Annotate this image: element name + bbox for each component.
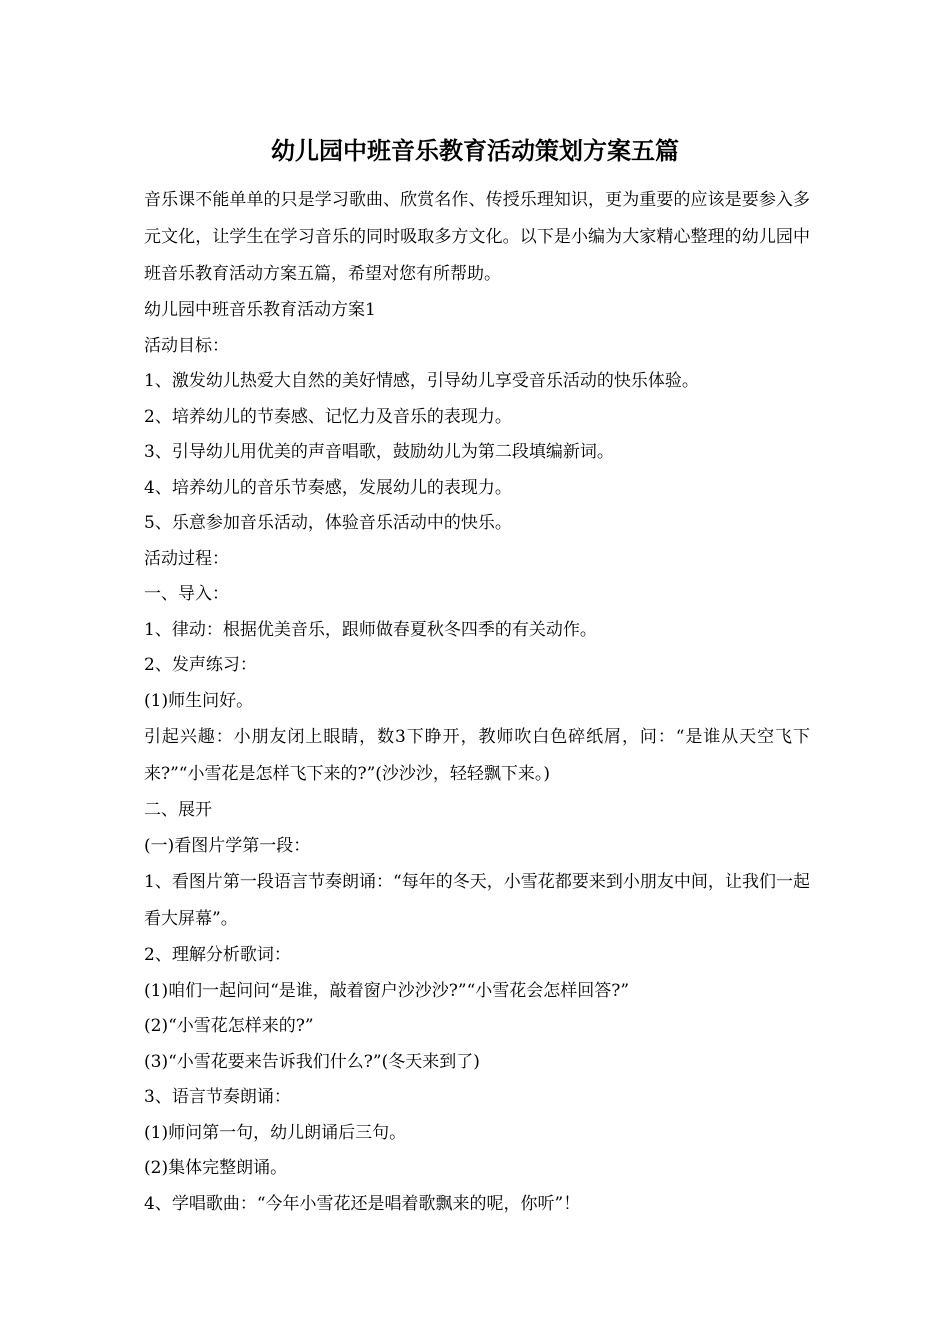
- paragraph: 2、理解分析歌词：: [144, 945, 291, 965]
- document-title: 幼儿园中班音乐教育活动策划方案五篇: [271, 136, 679, 165]
- paragraph: (1)咱们一起问问“是谁，敲着窗户沙沙沙?”“小雪花会怎样回答?”: [144, 980, 630, 1001]
- paragraph: 3、引导幼儿用优美的声音唱歌，鼓励幼儿为第二段填编新词。: [144, 442, 614, 462]
- paragraph: 4、学唱歌曲：“今年小雪花还是唱着歌飘来的呢，你听”！: [144, 1193, 581, 1214]
- paragraph: (3)“小雪花要来告诉我们什么?”(冬天来到了): [144, 1051, 480, 1072]
- paragraph: 1、激发幼儿热爱大自然的美好情感，引导幼儿享受音乐活动的快乐体验。: [144, 371, 699, 391]
- paragraph: (2)“小雪花怎样来的?”: [144, 1016, 314, 1036]
- paragraph: 1、律动：根据优美音乐，跟师做春夏秋冬四季的有关动作。: [144, 619, 597, 640]
- intro-paragraph: 音乐课不能单单的只是学习歌曲、欣赏名作、传授乐理知识，更为重要的应该是要参入多元文化，让学生在学习音乐的同时吸取多方文化。以下是小编为大家精心整理的幼儿园中班音乐教育活动方案五篇，希望对您有所帮助。: [144, 190, 810, 284]
- paragraph: 一、导入：: [144, 584, 229, 604]
- paragraph: 4、培养幼儿的音乐节奏感，发展幼儿的表现力。: [144, 477, 512, 498]
- paragraph: (1)师问第一句，幼儿朗诵后三句。: [144, 1122, 407, 1143]
- paragraph: 2、培养幼儿的节奏感、记忆力及音乐的表现力。: [144, 406, 512, 427]
- paragraph: 1、看图片第一段语言节奏朗诵：“每年的冬天，小雪花都要来到小朋友中间，让我们一起看大屏幕”。: [144, 872, 810, 929]
- section-heading: 幼儿园中班音乐教育活动方案1: [144, 300, 376, 320]
- paragraph: 引起兴趣：小朋友闭上眼睛，数3下睁开，教师吹白色碎纸屑，问：“是谁从天空飞下来?”“小雪花是怎样飞下来的?”(沙沙沙，轻轻飘下来。): [144, 727, 810, 784]
- document-body: [144, 182, 810, 1222]
- paragraph: (2)集体完整朗诵。: [144, 1158, 288, 1178]
- paragraph: 二、展开: [144, 800, 212, 820]
- paragraph: (一)看图片学第一段：: [144, 835, 311, 856]
- paragraph: (1)师生问好。: [144, 690, 254, 711]
- paragraph: 3、语言节奏朗诵：: [144, 1087, 291, 1107]
- paragraph: 5、乐意参加音乐活动，体验音乐活动中的快乐。: [144, 513, 512, 533]
- paragraph: 活动过程：: [144, 548, 229, 569]
- paragraph: 活动目标：: [144, 335, 229, 356]
- paragraph: 2、发声练习：: [144, 655, 257, 675]
